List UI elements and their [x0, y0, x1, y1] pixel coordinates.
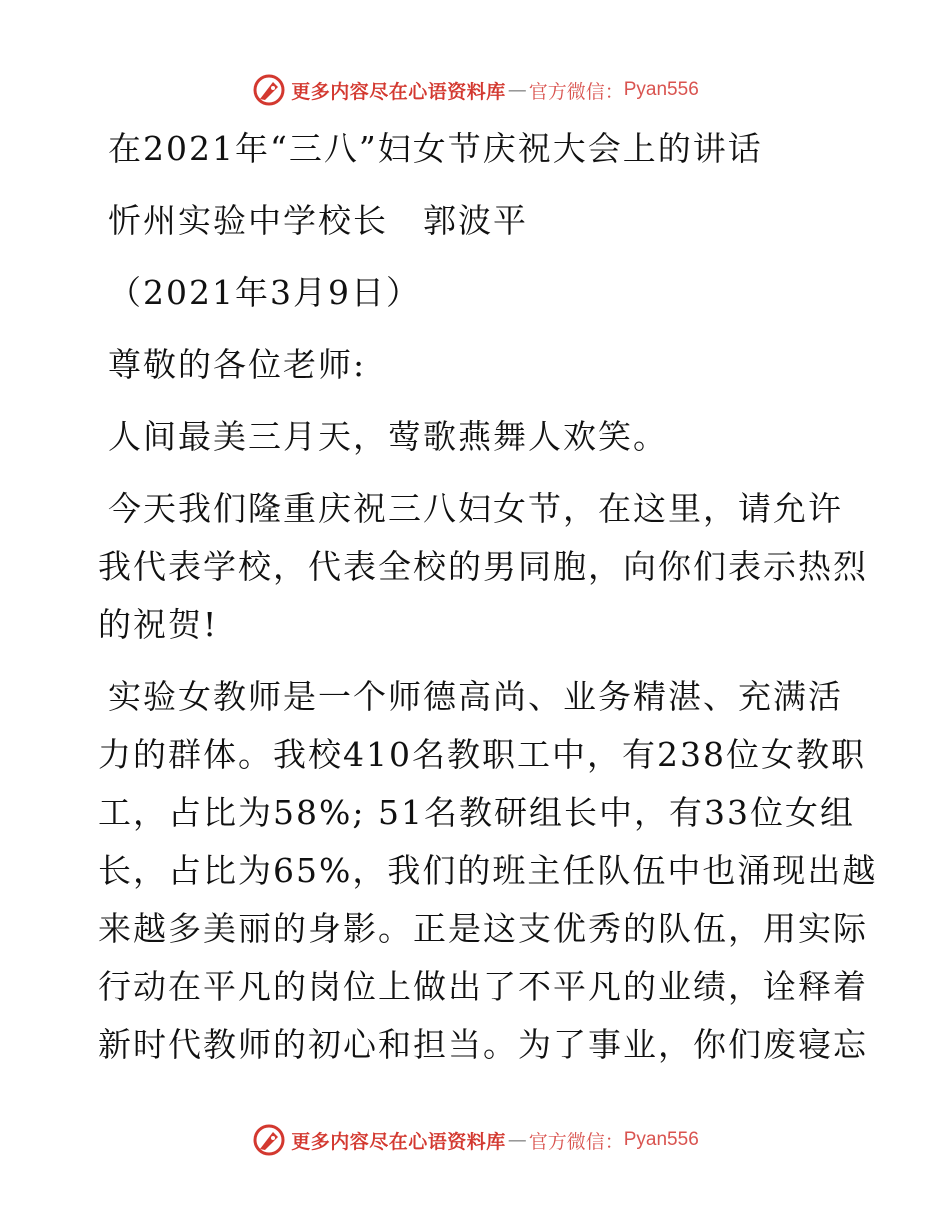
document-salutation: 尊敬的各位老师:: [108, 345, 367, 384]
paragraph-line: 工，占比为58%; 51名教研组长中，有33位女组: [98, 793, 855, 832]
paragraph-line: 新时代教师的初心和担当。为了事业，你们废寝忘: [98, 1025, 868, 1064]
paragraph-line: 行动在平凡的岗位上做出了不平凡的业绩，诠释着: [98, 967, 868, 1006]
pen-nib-logo-icon: [251, 1122, 287, 1158]
watermark-wechat-id: Pyan556: [623, 1129, 699, 1150]
watermark-dash: —: [507, 79, 527, 101]
pen-nib-logo-icon: [251, 72, 287, 108]
paragraph-line: 今天我们隆重庆祝三八妇女节，在这里，请允许: [108, 489, 843, 528]
document-author: 忻州实验中学校长 郭波平: [108, 201, 528, 240]
watermark-wechat-label: 官方微信：: [528, 1130, 624, 1153]
paragraph-line: 力的群体。我校410名教职工中，有238位女教职: [98, 735, 866, 774]
watermark-wechat-label: 官方微信：: [528, 80, 624, 103]
document-body: [98, 120, 878, 1074]
paragraph-line: 我代表学校，代表全校的男同胞，向你们表示热烈: [98, 547, 868, 586]
paragraph-line: 长，占比为65%，我们的班主任队伍中也涌现出越: [98, 851, 878, 890]
document-title: 在2021年“三八”妇女节庆祝大会上的讲话: [108, 129, 763, 168]
watermark-main-text: 更多内容尽在心语资料库: [291, 80, 506, 103]
paragraph-1: [98, 480, 868, 654]
paragraph-line: 实验女教师是一个师德高尚、业务精湛、充满活: [108, 677, 843, 716]
paragraph-line: 来越多美丽的身影。正是这支优秀的队伍，用实际: [98, 909, 868, 948]
paragraph-line: 的祝贺!: [98, 605, 219, 644]
watermark-wechat-id: Pyan556: [623, 79, 699, 100]
document-opening: 人间最美三月天，莺歌燕舞人欢笑。: [108, 417, 668, 456]
paragraph-2: [98, 668, 878, 1074]
watermark-dash: —: [507, 1129, 527, 1151]
watermark-main-text: 更多内容尽在心语资料库: [291, 1130, 506, 1153]
watermark-banner-top: [0, 70, 950, 110]
watermark-banner-bottom: [0, 1120, 950, 1160]
document-date: （2021年3月9日）: [108, 273, 421, 312]
